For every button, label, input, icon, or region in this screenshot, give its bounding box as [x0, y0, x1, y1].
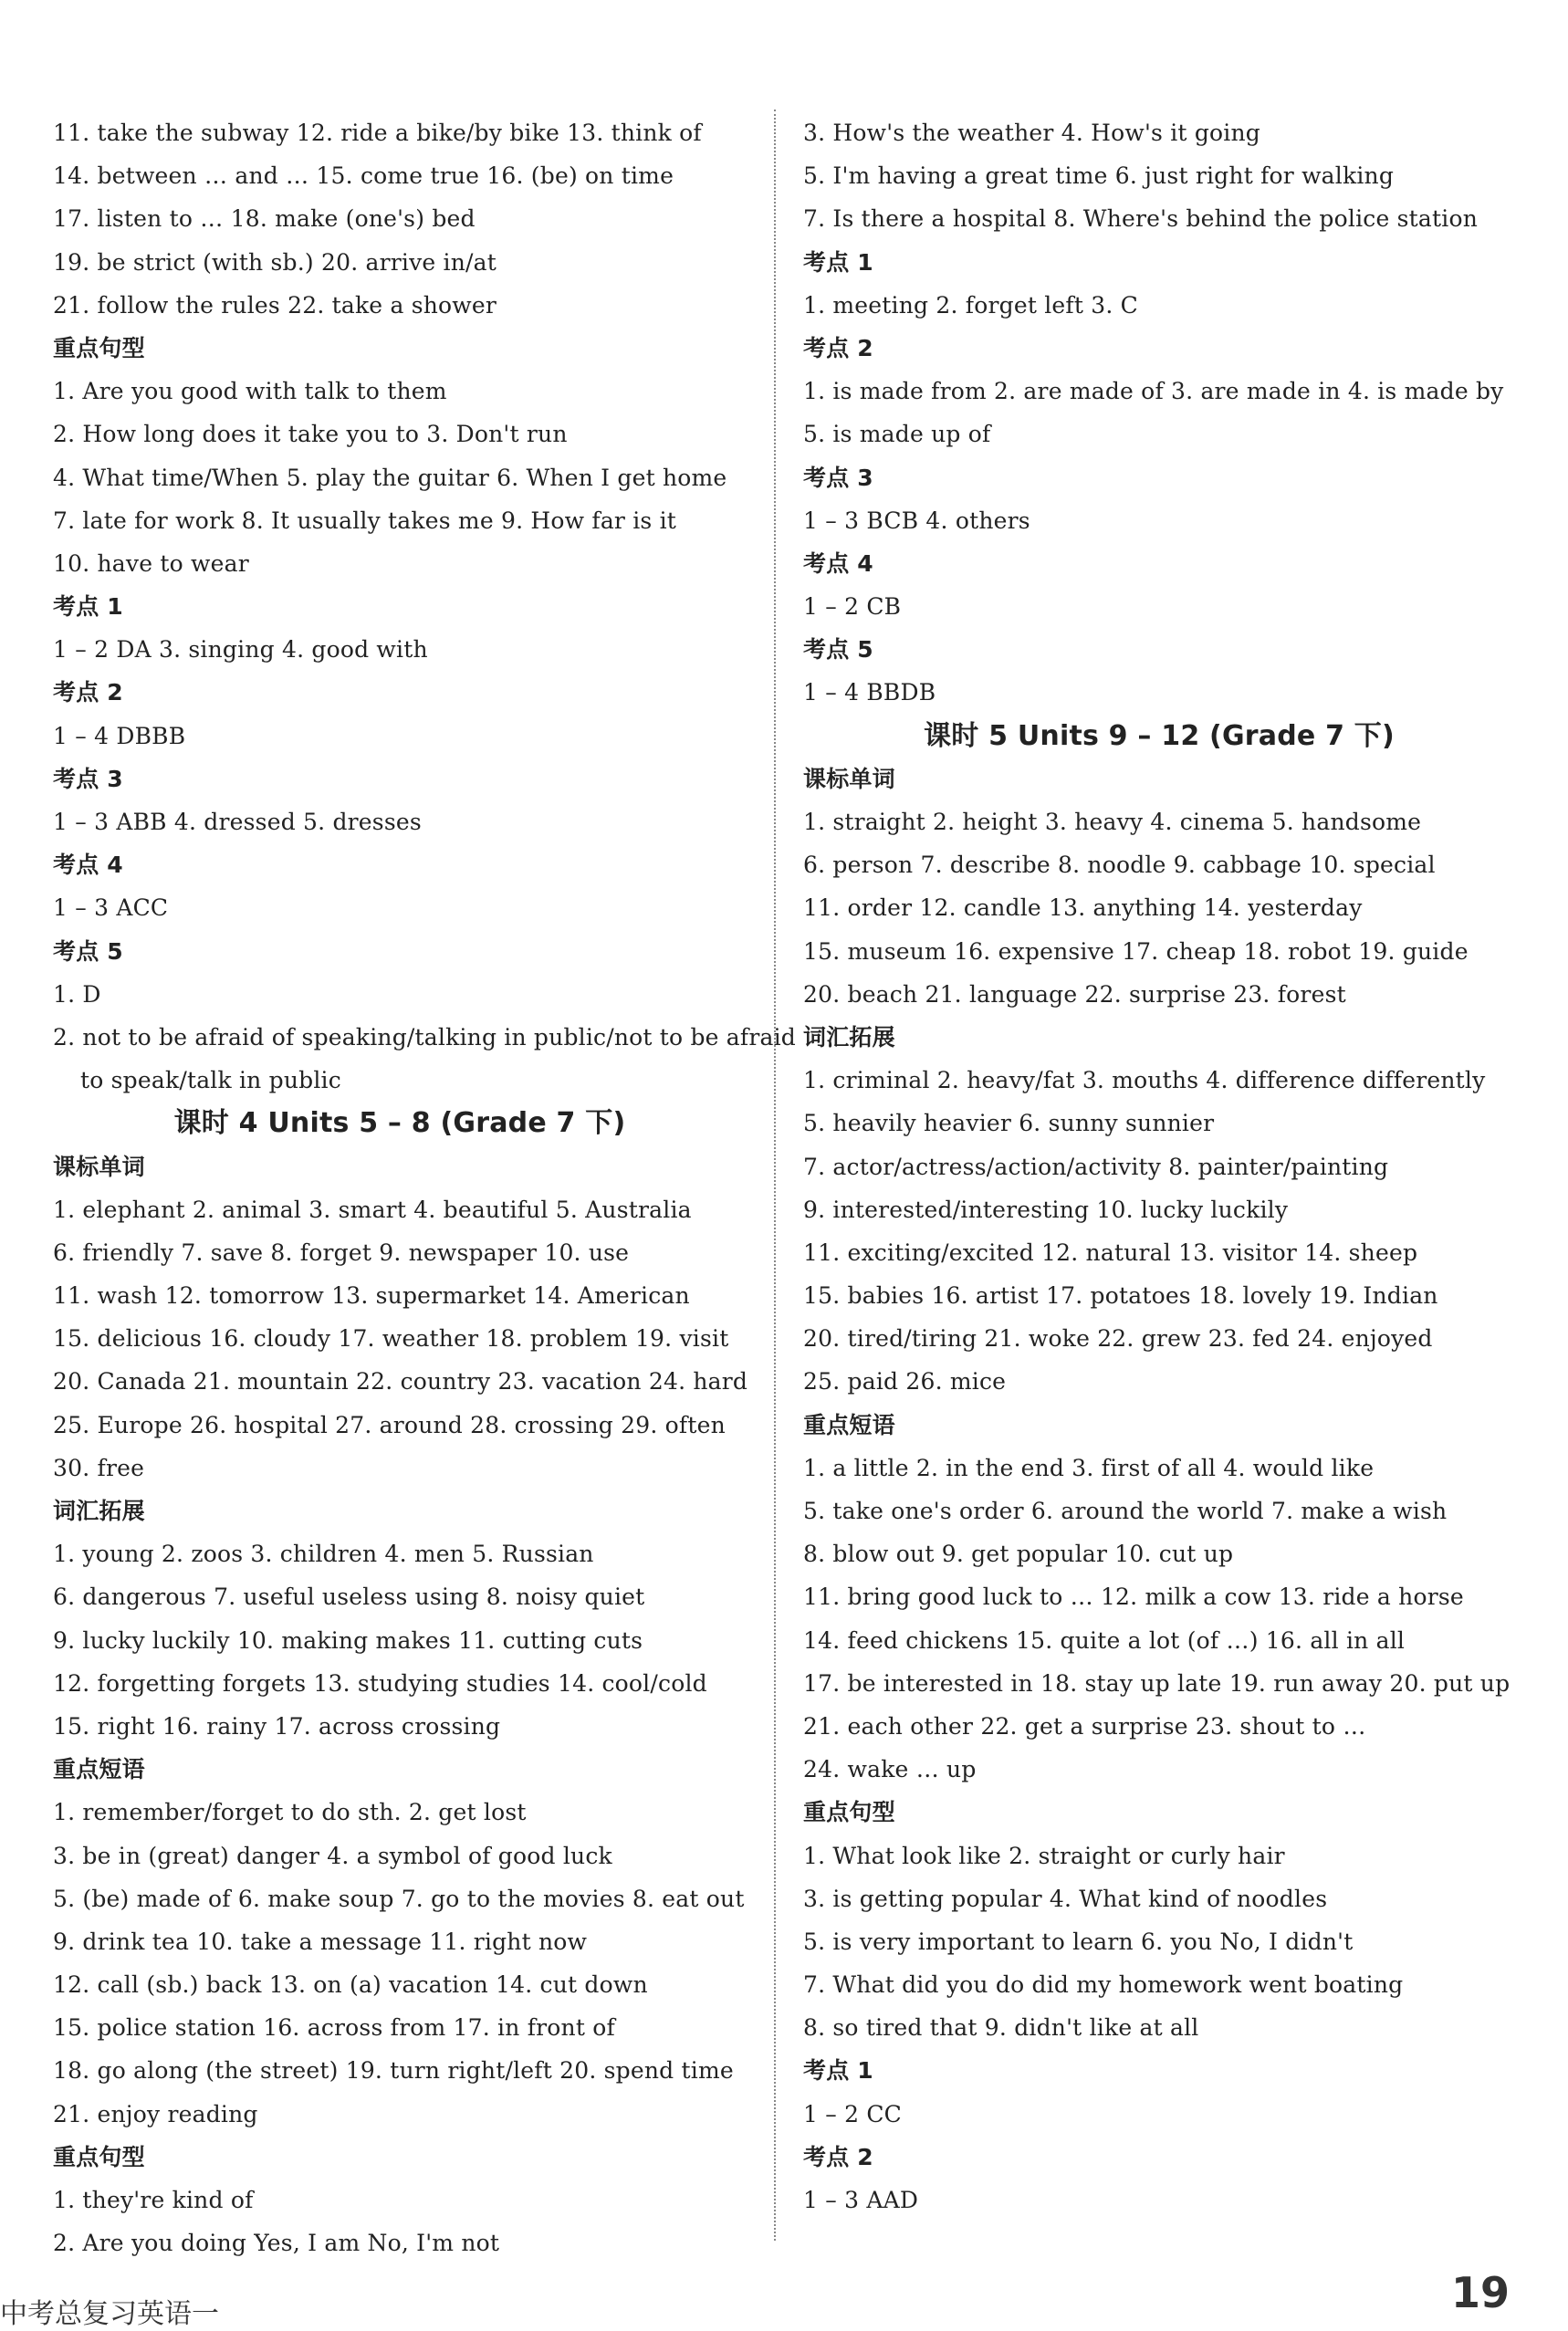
- answer-line: 14. feed chickens 15. quite a lot (of …) 16. all in all: [803, 1626, 1406, 1654]
- answer-line: 11. wash 12. tomorrow 13. supermarket 14. American: [53, 1282, 690, 1310]
- answer-line: 1. D: [53, 980, 101, 1008]
- answer-line: 2. How long does it take you to 3. Don't run: [53, 421, 568, 448]
- section-heading: 考点 5: [803, 636, 873, 664]
- answer-line-continued: to speak/talk in public: [80, 1067, 341, 1094]
- answer-line: 15. babies 16. artist 17. potatoes 18. lovely 19. Indian: [803, 1282, 1438, 1310]
- answer-line: 17. be interested in 18. stay up late 19. run away 20. put up: [803, 1669, 1511, 1697]
- answer-line: 5. take one's order 6. around the world 7. make a wish: [803, 1498, 1448, 1524]
- answer-line: 11. exciting/excited 12. natural 13. visitor 14. sheep: [803, 1239, 1418, 1266]
- answer-line: 8. blow out 9. get popular 10. cut up: [803, 1541, 1234, 1568]
- answer-line: 1 – 3 BCB 4. others: [803, 507, 1030, 534]
- answer-line: 1. they're kind of: [53, 2187, 254, 2213]
- answer-line: 7. late for work 8. It usually takes me 9. How far is it: [53, 507, 677, 534]
- section-heading: 考点 1: [803, 2057, 873, 2085]
- section-heading: 课标单词: [803, 765, 895, 792]
- answer-line: 1. young 2. zoos 3. children 4. men 5. Russian: [53, 1541, 594, 1568]
- answer-line: 1 – 4 BBDB: [803, 679, 936, 706]
- section-heading: 考点 3: [53, 765, 123, 792]
- answer-line: 1. a little 2. in the end 3. first of all 4. would like: [803, 1454, 1375, 1481]
- left-column: [53, 111, 797, 2264]
- answer-line: 1. What look like 2. straight or curly hair: [803, 1842, 1285, 1869]
- answer-line: 2. Are you doing Yes, I am No, I'm not: [53, 2230, 500, 2257]
- answer-line: 7. Is there a hospital 8. Where's behind the police station: [803, 205, 1478, 233]
- answer-line: 1. meeting 2. forget left 3. C: [803, 291, 1138, 319]
- answer-line: 17. listen to … 18. make (one's) bed: [53, 205, 476, 233]
- answer-line: 20. tired/tiring 21. woke 22. grew 23. fed 24. enjoyed: [803, 1325, 1433, 1353]
- answer-line: 5. I'm having a great time 6. just right for walking: [803, 162, 1395, 190]
- answer-line: 20. beach 21. language 22. surprise 23. forest: [803, 980, 1346, 1008]
- answer-line: 1. criminal 2. heavy/fat 3. mouths 4. difference differently: [803, 1067, 1486, 1094]
- column-divider: [774, 110, 776, 2241]
- answer-line: 12. forgetting forgets 13. studying studies 14. cool/cold: [53, 1669, 707, 1697]
- answer-line: 1. straight 2. height 3. heavy 4. cinema 5. handsome: [803, 809, 1422, 835]
- answer-line: 21. each other 22. get a surprise 23. shout to …: [803, 1712, 1366, 1740]
- section-heading: 考点 2: [803, 334, 873, 361]
- section-heading: 考点 2: [53, 679, 123, 706]
- answer-line: 1 – 2 CC: [803, 2100, 903, 2127]
- answer-line: 3. How's the weather 4. How's it going: [803, 120, 1260, 146]
- section-heading: 重点句型: [53, 2143, 145, 2170]
- answer-line: 9. interested/interesting 10. lucky luckily: [803, 1196, 1289, 1223]
- lesson-title: 课时 4 Units 5 – 8 (Grade 7 下): [173, 1107, 626, 1140]
- answer-line: 9. drink tea 10. take a message 11. right now: [53, 1928, 588, 1955]
- answer-line: 15. delicious 16. cloudy 17. weather 18. problem 19. visit: [53, 1325, 729, 1353]
- answer-line: 1 – 3 ACC: [53, 894, 169, 922]
- section-heading: 考点 4: [803, 549, 873, 577]
- right-column: [803, 111, 1515, 2221]
- answer-line: 1 – 3 AAD: [803, 2187, 919, 2213]
- answer-line: 1 – 4 DBBB: [53, 722, 186, 749]
- answer-line: 21. enjoy reading: [53, 2100, 258, 2127]
- answer-line: 5. heavily heavier 6. sunny sunnier: [803, 1110, 1215, 1137]
- section-heading: 词汇拓展: [53, 1498, 145, 1524]
- answer-line: 19. be strict (with sb.) 20. arrive in/at: [53, 248, 497, 276]
- answer-line: 1. Are you good with talk to them: [53, 378, 447, 405]
- answer-line: 14. between … and … 15. come true 16. (be) on time: [53, 162, 674, 190]
- answer-line: 30. free: [53, 1454, 145, 1481]
- answer-line: 3. be in (great) danger 4. a symbol of good luck: [53, 1842, 612, 1869]
- answer-line: 1 – 3 ABB 4. dressed 5. dresses: [53, 809, 422, 835]
- section-heading: 考点 2: [803, 2143, 873, 2170]
- answer-line: 7. actor/actress/action/activity 8. painter/painting: [803, 1153, 1389, 1180]
- answer-line: 25. Europe 26. hospital 27. around 28. crossing 29. often: [53, 1411, 726, 1438]
- answer-line: 5. (be) made of 6. make soup 7. go to the movies 8. eat out: [53, 1885, 745, 1912]
- answer-line: 8. so tired that 9. didn't like at all: [803, 2014, 1199, 2042]
- answer-line: 5. is made up of: [803, 421, 991, 448]
- section-heading: 考点 5: [53, 937, 123, 965]
- answer-line: 18. go along (the street) 19. turn right/left 20. spend time: [53, 2057, 734, 2085]
- answer-line: 10. have to wear: [53, 549, 249, 577]
- section-heading: 课标单词: [53, 1153, 145, 1180]
- footer-book-title: 中考总复习英语一: [0, 2298, 219, 2330]
- answer-line: 6. person 7. describe 8. noodle 9. cabbage 10. special: [803, 852, 1436, 879]
- answer-line: 1. remember/forget to do sth. 2. get lost: [53, 1799, 527, 1826]
- answer-line: 6. friendly 7. save 8. forget 9. newspaper 10. use: [53, 1239, 630, 1266]
- section-heading: 重点短语: [803, 1411, 895, 1438]
- section-heading: 重点句型: [53, 334, 145, 361]
- answer-line: 7. What did you do did my homework went boating: [803, 1971, 1404, 1999]
- answer-line: 1 – 2 CB: [803, 593, 902, 621]
- answer-line: 1 – 2 DA 3. singing 4. good with: [53, 636, 428, 664]
- answer-line: 25. paid 26. mice: [803, 1368, 1007, 1395]
- answer-line: 2. not to be afraid of speaking/talking in public/not to be afraid: [53, 1023, 797, 1051]
- answer-line: 24. wake … up: [803, 1756, 977, 1783]
- section-heading: 重点短语: [53, 1756, 145, 1783]
- lesson-title: 课时 5 Units 9 – 12 (Grade 7 下): [924, 719, 1395, 752]
- section-heading: 考点 1: [53, 593, 123, 621]
- section-heading: 考点 1: [803, 248, 873, 276]
- answer-line: 15. museum 16. expensive 17. cheap 18. robot 19. guide: [803, 937, 1469, 965]
- answer-line: 20. Canada 21. mountain 22. country 23. vacation 24. hard: [53, 1368, 748, 1395]
- section-heading: 重点句型: [803, 1799, 895, 1826]
- answer-line: 5. is very important to learn 6. you No, I didn't: [803, 1928, 1354, 1955]
- answer-line: 11. bring good luck to … 12. milk a cow 13. ride a horse: [803, 1584, 1464, 1611]
- answer-line: 9. lucky luckily 10. making makes 11. cutting cuts: [53, 1626, 643, 1654]
- section-heading: 考点 3: [803, 464, 873, 491]
- answer-line: 15. right 16. rainy 17. across crossing: [53, 1712, 501, 1740]
- answer-line: 3. is getting popular 4. What kind of noodles: [803, 1885, 1328, 1912]
- answer-line: 11. take the subway 12. ride a bike/by bike 13. think of: [53, 120, 702, 146]
- answer-line: 1. is made from 2. are made of 3. are made in 4. is made by: [803, 378, 1504, 405]
- section-heading: 考点 4: [53, 852, 123, 879]
- answer-line: 11. order 12. candle 13. anything 14. yesterday: [803, 894, 1363, 922]
- answer-line: 21. follow the rules 22. take a shower: [53, 291, 497, 319]
- answer-line: 1. elephant 2. animal 3. smart 4. beautiful 5. Australia: [53, 1196, 692, 1223]
- page-number: 19: [1451, 2268, 1511, 2317]
- answer-line: 4. What time/When 5. play the guitar 6. When I get home: [53, 464, 727, 491]
- answer-line: 15. police station 16. across from 17. in front of: [53, 2014, 615, 2042]
- answer-line: 12. call (sb.) back 13. on (a) vacation 14. cut down: [53, 1971, 648, 1999]
- answer-line: 6. dangerous 7. useful useless using 8. noisy quiet: [53, 1584, 645, 1611]
- section-heading: 词汇拓展: [803, 1023, 895, 1051]
